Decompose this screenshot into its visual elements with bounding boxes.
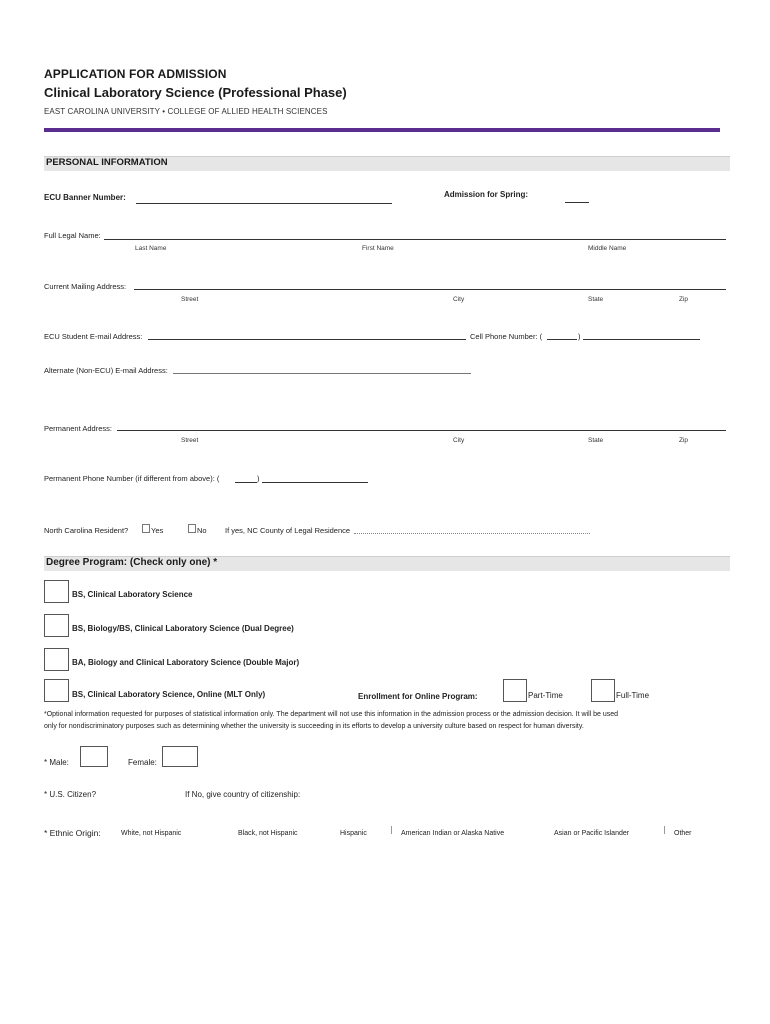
female-checkbox[interactable] xyxy=(162,746,198,767)
nc-yes-checkbox[interactable] xyxy=(142,524,150,533)
section-title: PERSONAL INFORMATION xyxy=(46,157,168,168)
full-time-label: Full-Time xyxy=(616,691,650,700)
first-name-caption: First Name xyxy=(362,245,394,252)
admission-spring-label: Admission for Spring: xyxy=(444,190,528,199)
institution-name: EAST CAROLINA UNIVERSITY • COLLEGE OF ALLIED HEALTH SCIENCES xyxy=(44,107,328,116)
mailing-city-caption: City xyxy=(453,296,465,303)
perm-city-caption: City xyxy=(453,437,465,444)
county-label: If yes, NC County of Legal Residence xyxy=(225,526,351,535)
ethnic-other-marker xyxy=(664,826,665,834)
perm-zip-caption: Zip xyxy=(679,437,689,444)
perm-street-caption: Street xyxy=(181,437,199,444)
nc-no-checkbox[interactable] xyxy=(188,524,196,533)
perm-area-code-field[interactable] xyxy=(235,482,257,483)
degree-option-3-checkbox[interactable] xyxy=(44,648,69,671)
header-divider xyxy=(44,128,720,132)
middle-name-caption: Middle Name xyxy=(588,245,627,252)
degree-option-2-label: BS, Biology/BS, Clinical Laboratory Science (Dual Degree) xyxy=(72,624,294,633)
citizenship-country-label: If No, give country of citizenship: xyxy=(185,790,301,799)
part-time-label: Part-Time xyxy=(528,691,563,700)
cell-phone-field[interactable] xyxy=(583,339,700,340)
county-field[interactable] xyxy=(354,533,590,534)
ethnic-checkbox-marker xyxy=(391,826,392,834)
nc-yes-label: Yes xyxy=(151,526,164,535)
us-citizen-label: * U.S. Citizen? xyxy=(44,790,97,799)
full-time-checkbox[interactable] xyxy=(591,679,615,702)
part-time-checkbox[interactable] xyxy=(503,679,527,702)
ethnic-american-indian-option[interactable]: American Indian or Alaska Native xyxy=(401,830,505,837)
banner-number-label: ECU Banner Number: xyxy=(44,193,126,202)
mailing-address-field[interactable] xyxy=(134,289,726,290)
mailing-state-caption: State xyxy=(588,296,604,303)
ethnic-other-option[interactable]: Other xyxy=(674,830,692,837)
degree-option-3-label: BA, Biology and Clinical Laboratory Science (Double Major) xyxy=(72,658,300,667)
male-label: * Male: xyxy=(44,758,69,767)
admission-spring-field[interactable] xyxy=(565,202,589,203)
banner-number-field[interactable] xyxy=(136,203,392,204)
cell-area-code-field[interactable] xyxy=(547,339,577,340)
mailing-street-caption: Street xyxy=(181,296,199,303)
nc-no-label: No xyxy=(197,526,207,535)
permanent-address-field[interactable] xyxy=(117,430,726,431)
degree-option-1-checkbox[interactable] xyxy=(44,580,69,603)
student-email-field[interactable] xyxy=(148,339,466,340)
last-name-caption: Last Name xyxy=(135,245,167,252)
degree-option-1-label: BS, Clinical Laboratory Science xyxy=(72,590,193,599)
perm-state-caption: State xyxy=(588,437,604,444)
nc-resident-label: North Carolina Resident? xyxy=(44,526,129,535)
degree-option-2-checkbox[interactable] xyxy=(44,614,69,637)
perm-phone-label: Permanent Phone Number (if different from above): ( xyxy=(44,474,220,483)
female-label: Female: xyxy=(128,758,157,767)
full-name-field[interactable] xyxy=(104,239,726,240)
alt-email-label: Alternate (Non-ECU) E-mail Address: xyxy=(44,366,168,375)
ethnic-origin-label: * Ethnic Origin: xyxy=(44,828,101,838)
degree-option-4-label: BS, Clinical Laboratory Science, Online (MLT Only) xyxy=(72,690,266,699)
perm-phone-field[interactable] xyxy=(262,482,368,483)
form-title: APPLICATION FOR ADMISSION xyxy=(44,67,227,81)
cell-phone-label: Cell Phone Number: ( xyxy=(470,332,543,341)
alt-email-field[interactable] xyxy=(173,373,471,374)
mailing-address-label: Current Mailing Address: xyxy=(44,282,127,291)
male-checkbox[interactable] xyxy=(80,746,108,767)
degree-program-header xyxy=(44,556,730,571)
ethnic-white-option[interactable]: White, not Hispanic xyxy=(121,830,182,837)
permanent-address-label: Permanent Address: xyxy=(44,424,112,433)
optional-note-line2: only for nondiscriminatory purposes such as determining whether the university is succeeding in its efforts to develop a university culture based on respect for human diversity. xyxy=(44,723,584,730)
personal-info-header xyxy=(44,156,730,171)
ethnic-black-option[interactable]: Black, not Hispanic xyxy=(238,830,298,837)
student-email-label: ECU Student E-mail Address: xyxy=(44,332,143,341)
full-name-label: Full Legal Name: xyxy=(44,231,101,240)
perm-paren-close: ) xyxy=(257,474,260,483)
degree-option-4-checkbox[interactable] xyxy=(44,679,69,702)
optional-note-line1: *Optional information requested for purposes of statistical information only. The department will not use this information in the admission process or the admission decision. It will be used xyxy=(44,711,619,718)
online-enrollment-label: Enrollment for Online Program: xyxy=(358,692,478,701)
ethnic-hispanic-option[interactable]: Hispanic xyxy=(340,830,367,837)
degree-section-title: Degree Program: (Check only one) * xyxy=(46,557,218,568)
program-title: Clinical Laboratory Science (Professional Phase) xyxy=(44,85,347,100)
cell-paren-close: ) xyxy=(578,332,581,341)
ethnic-asian-option[interactable]: Asian or Pacific Islander xyxy=(554,830,630,837)
mailing-zip-caption: Zip xyxy=(679,296,689,303)
